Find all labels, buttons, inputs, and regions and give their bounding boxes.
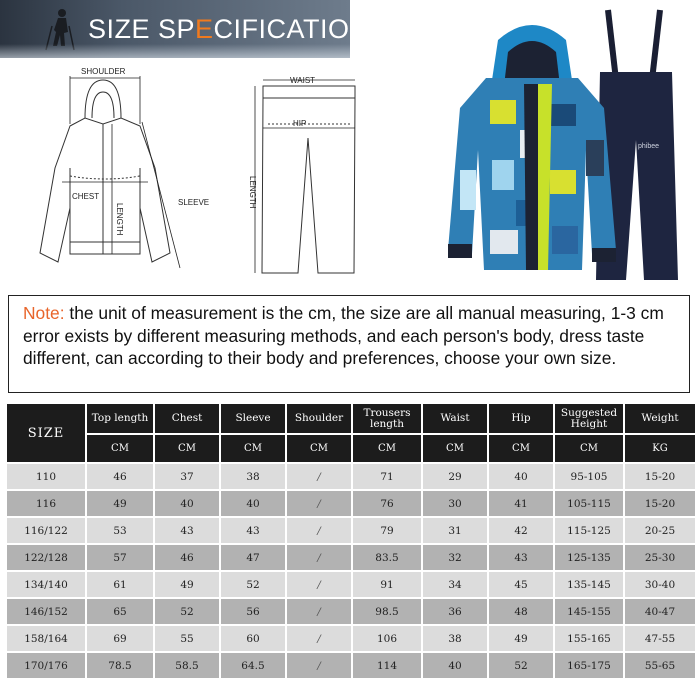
table-cell: 52 <box>220 571 286 598</box>
table-cell: / <box>286 598 352 625</box>
table-cell: 78.5 <box>86 652 154 679</box>
table-row <box>6 652 696 679</box>
table-cell: 52 <box>154 598 220 625</box>
table-cell: 125-135 <box>554 544 624 571</box>
table-cell: 58.5 <box>154 652 220 679</box>
col-header-sleeve: Sleeve <box>220 403 286 434</box>
table-cell: 114 <box>352 652 422 679</box>
table-cell: / <box>286 517 352 544</box>
pants-length-label: LENGTH <box>248 176 257 209</box>
table-row <box>6 571 696 598</box>
hip-label: HIP <box>293 119 307 128</box>
snow-overlay <box>0 44 350 58</box>
table-cell: 36 <box>422 598 488 625</box>
table-cell: / <box>286 544 352 571</box>
table-cell: 40 <box>220 490 286 517</box>
unit-cell: CM <box>422 434 488 463</box>
table-cell: 98.5 <box>352 598 422 625</box>
size-cell: 116 <box>6 490 86 517</box>
col-header-top-length: Top length <box>86 403 154 434</box>
table-cell: 64.5 <box>220 652 286 679</box>
table-cell: 47-55 <box>624 625 696 652</box>
table-cell: 61 <box>86 571 154 598</box>
table-cell: 56 <box>220 598 286 625</box>
measurement-diagram <box>0 58 420 288</box>
unit-cell: CM <box>352 434 422 463</box>
table-cell: 52 <box>488 652 554 679</box>
table-cell: 55 <box>154 625 220 652</box>
table-cell: 45 <box>488 571 554 598</box>
col-header-shoulder: Shoulder <box>286 403 352 434</box>
table-cell: 43 <box>488 544 554 571</box>
size-chart-table <box>5 402 697 680</box>
note-text: the unit of measurement is the cm, the size are all manual measuring, 1-3 cm error exists by different measuring methods, and each person's body, dress taste different, can according to their body and preferences, choose your own size. <box>23 303 664 368</box>
table-cell: 40 <box>422 652 488 679</box>
col-header-chest: Chest <box>154 403 220 434</box>
size-spec-banner <box>0 0 370 58</box>
table-cell: 25-30 <box>624 544 696 571</box>
chest-label: CHEST <box>72 192 100 201</box>
ski-jacket-image <box>448 25 616 270</box>
table-cell: 15-20 <box>624 490 696 517</box>
table-cell: 49 <box>154 571 220 598</box>
table-cell: 38 <box>220 463 286 490</box>
table-cell: 46 <box>86 463 154 490</box>
col-header-waist: Waist <box>422 403 488 434</box>
table-cell: 40-47 <box>624 598 696 625</box>
table-row <box>6 625 696 652</box>
unit-cell: CM <box>554 434 624 463</box>
table-cell: 165-175 <box>554 652 624 679</box>
size-cell: 170/176 <box>6 652 86 679</box>
table-cell: 43 <box>220 517 286 544</box>
jacket-length-label: LENGTH <box>115 203 124 236</box>
table-cell: / <box>286 625 352 652</box>
unit-cell: CM <box>86 434 154 463</box>
table-row <box>6 463 696 490</box>
table-cell: 43 <box>154 517 220 544</box>
table-cell: 69 <box>86 625 154 652</box>
unit-cell: CM <box>286 434 352 463</box>
table-cell: 46 <box>154 544 220 571</box>
table-cell: 60 <box>220 625 286 652</box>
unit-cell: CM <box>488 434 554 463</box>
table-cell: 53 <box>86 517 154 544</box>
col-header-weight: Weight <box>624 403 696 434</box>
table-cell: 49 <box>86 490 154 517</box>
banner-title: SIZE SPECIFICATION <box>88 14 370 44</box>
table-cell: / <box>286 490 352 517</box>
table-cell: 55-65 <box>624 652 696 679</box>
col-header-hip: Hip <box>488 403 554 434</box>
waist-label: WAIST <box>290 76 316 85</box>
unit-cell: KG <box>624 434 696 463</box>
table-cell: 34 <box>422 571 488 598</box>
table-cell: 135-145 <box>554 571 624 598</box>
table-cell: 47 <box>220 544 286 571</box>
unit-cell: CM <box>220 434 286 463</box>
table-cell: 41 <box>488 490 554 517</box>
table-cell: 40 <box>488 463 554 490</box>
table-cell: 49 <box>488 625 554 652</box>
table-cell: 115-125 <box>554 517 624 544</box>
table-cell: 29 <box>422 463 488 490</box>
table-cell: / <box>286 652 352 679</box>
table-row <box>6 598 696 625</box>
size-cell: 116/122 <box>6 517 86 544</box>
size-cell: 110 <box>6 463 86 490</box>
table-cell: 91 <box>352 571 422 598</box>
table-row <box>6 490 696 517</box>
table-cell: 42 <box>488 517 554 544</box>
col-header-trousers-length: Trousers length <box>352 403 422 434</box>
table-cell: 106 <box>352 625 422 652</box>
table-cell: / <box>286 571 352 598</box>
table-cell: 38 <box>422 625 488 652</box>
table-header-row <box>6 403 696 434</box>
col-header-size: SIZE <box>6 403 86 463</box>
size-cell: 122/128 <box>6 544 86 571</box>
size-cell: 158/164 <box>6 625 86 652</box>
table-cell: 37 <box>154 463 220 490</box>
shoulder-label: SHOULDER <box>81 67 126 76</box>
col-header-suggested-height: Suggested Height <box>554 403 624 434</box>
pants-sketch <box>262 86 355 273</box>
table-cell: / <box>286 463 352 490</box>
size-cell: 134/140 <box>6 571 86 598</box>
table-cell: 71 <box>352 463 422 490</box>
measurement-note <box>8 295 690 393</box>
table-cell: 31 <box>422 517 488 544</box>
table-cell: 40 <box>154 490 220 517</box>
jacket-sketch <box>40 80 170 262</box>
table-cell: 76 <box>352 490 422 517</box>
table-cell: 83.5 <box>352 544 422 571</box>
table-cell: 30-40 <box>624 571 696 598</box>
table-cell: 105-115 <box>554 490 624 517</box>
product-photo <box>420 0 700 290</box>
note-lead: Note: <box>23 303 65 323</box>
table-cell: 95-105 <box>554 463 624 490</box>
table-unit-row <box>6 434 696 463</box>
size-cell: 146/152 <box>6 598 86 625</box>
table-cell: 30 <box>422 490 488 517</box>
sleeve-label: SLEEVE <box>178 198 210 207</box>
table-cell: 48 <box>488 598 554 625</box>
table-cell: 145-155 <box>554 598 624 625</box>
table-cell: 15-20 <box>624 463 696 490</box>
table-cell: 57 <box>86 544 154 571</box>
brand-mark: phibee <box>638 143 660 150</box>
table-cell: 155-165 <box>554 625 624 652</box>
table-cell: 20-25 <box>624 517 696 544</box>
table-row <box>6 544 696 571</box>
table-cell: 65 <box>86 598 154 625</box>
unit-cell: CM <box>154 434 220 463</box>
table-cell: 79 <box>352 517 422 544</box>
table-row <box>6 517 696 544</box>
table-cell: 32 <box>422 544 488 571</box>
